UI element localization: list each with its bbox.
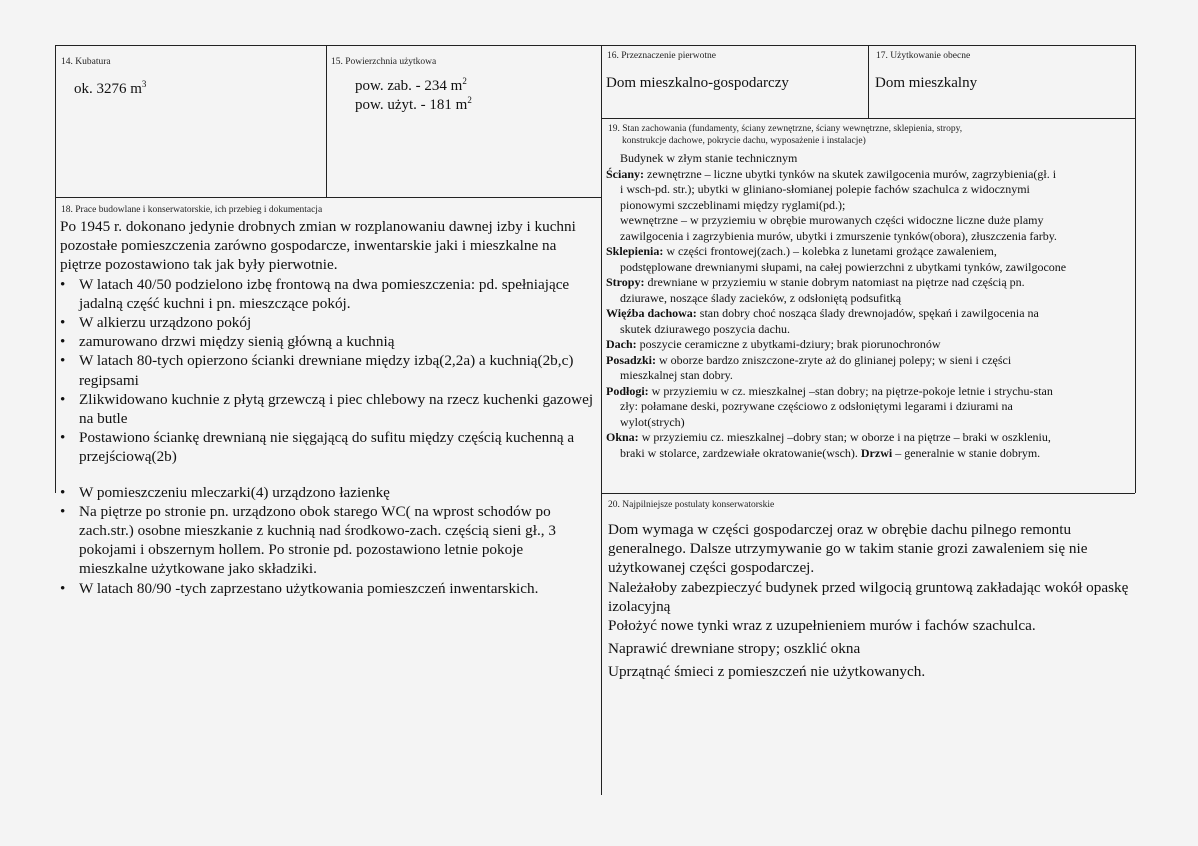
postulate-4: Naprawić drewniane stropy; oszklić okna <box>608 640 861 658</box>
roof-structure-line1 <box>606 306 1136 322</box>
works-intro: Po 1945 r. dokonano jedynie drobnych zmian w rozplanowaniu dawnej izby i kuchni pozostałe pomieszczenia zarówno gospodarcze, inwentarskie jaki i mieszkalne na piętrze pozostawiono tak jak były pierwotnie. <box>60 218 576 274</box>
walls-line1 <box>606 167 1136 183</box>
field-20-content <box>608 520 1133 682</box>
top-border <box>55 45 1135 46</box>
vaults-text1: w części frontowej(zach.) – kolebka z lunetami grożące zawaleniem, <box>663 244 997 258</box>
list-item: • zamurowano drzwi między sienią główną a kuchnią <box>60 332 595 351</box>
volume-text: ok. 3276 m <box>74 81 142 97</box>
walls-line5: zawilgocenia i zagrzybienia murów, ubytki i zmurszenie tynków(obora), złuszczenia farby. <box>620 228 1057 243</box>
floorboards-line1 <box>606 384 1136 400</box>
ceilings-line1 <box>606 275 1136 291</box>
windows-text1: w przyziemiu cz. mieszkalnej –dobry stan; w oborze i na piętrze – braki w oszkleniu, <box>638 430 1051 444</box>
floorboards-heading: Podłogi: <box>606 383 649 398</box>
left-border <box>55 45 56 493</box>
floors-heading: Posadzki: <box>606 352 657 367</box>
field-16-label: 16. Przeznaczenie pierwotne <box>607 51 716 61</box>
roof-structure-line2: skutek dziurawego poszycia dachu. <box>620 321 790 336</box>
list-item: • Postawiono ściankę drewnianą nie sięgającą do sufitu między częścią kuchenną a przejściową(2b) <box>60 428 595 466</box>
list-item: • W latach 80/90 -tych zaprzestano użytkowania pomieszczeń inwentarskich. <box>60 579 595 598</box>
built-area-exponent: 2 <box>462 76 467 86</box>
main-vertical-divider <box>601 45 602 795</box>
roof-heading: Dach: <box>606 337 637 351</box>
walls-line2: i wsch-pd. str.); ubytki w gliniano-słomianej polepie fachów szachulca z widocznymi <box>620 182 1030 196</box>
works-list-1 <box>60 275 595 467</box>
field-17-label: 17. Użytkowanie obecne <box>876 51 971 61</box>
field-16-value: Dom mieszkalno-gospodarczy <box>606 75 789 91</box>
usable-area-text: pow. użyt. - 181 m <box>355 97 468 113</box>
walls-line3: pionowymi szczeblinami między ryglami(pd.); <box>620 197 846 212</box>
windows-text2: braki w stolarce, zardzewiałe okratowanie(wsch). <box>620 445 861 460</box>
ceilings-line2: dziurawe, noszące ślady zacieków, z odsłoniętą podsufitką <box>620 290 902 305</box>
vaults-heading: Sklepienia: <box>606 244 664 258</box>
works-list-2 <box>60 483 595 598</box>
field-17-value: Dom mieszkalny <box>875 75 978 91</box>
floors-text1: w oborze bardzo zniszczone-zryte aż do glinianej polepy; w sieni i części <box>656 352 1012 367</box>
windows-line2 <box>606 446 1136 462</box>
vaults-line1 <box>606 244 1136 260</box>
volume-unit-exponent: 3 <box>141 79 147 89</box>
field-14-label: 14. Kubatura <box>61 57 111 67</box>
postulate-1: Dom wymaga w części gospodarczej oraz w obrębie dachu pilnego remontu generalnego. Dalsze utrzymywanie go w takim stanie grozi zawaleniem się nie użytkowanej części gospodarczej. <box>608 521 1088 577</box>
list-item: • Na piętrze po stronie pn. urządzono obok starego WC( na wprost schodów po zach.str.) osobne mieszkanie z kuchnią nad środkowo-zach. częścią sieni gł., 3 pokojami i obszernym hollem. Po stronie pd. pozostawiono letnie pokoje mieszkalne użytkowane jako składziki. <box>60 502 595 579</box>
postulate-2: Należałoby zabezpieczyć budynek przed wilgocią gruntową zakładając wokół opaskę izolacyjną <box>608 578 1129 615</box>
list-item: • W pomieszczeniu mleczarki(4) urządzono łazienkę <box>60 483 595 502</box>
roof-structure-text1: stan dobry choć nosząca ślady drewnojadów, spękań i zawilgocenia na <box>696 306 1039 320</box>
walls-line4: wewnętrzne – w przyziemiu w obrębie murowanych części widoczne liczne duże plamy <box>620 213 1044 227</box>
list-item: • W latach 80-tych opierzono ścianki drewniane między izbą(2,2a) a kuchnią(2b,c) regipsami <box>60 351 595 389</box>
field-14-value <box>74 80 146 98</box>
ceilings-text1: drewniane w przyziemiu w stanie dobrym natomiast na piętrze nad częścią pn. <box>644 275 1025 289</box>
doors-heading: Drzwi <box>860 445 893 460</box>
divider-16-17 <box>868 45 869 118</box>
field-18-content <box>60 217 595 598</box>
walls-text1: zewnętrzne – liczne ubytki tynków na skutek zawilgocenia murów, zagrzybienia(gł. i <box>644 166 1057 181</box>
walls-heading: Ściany: <box>606 166 645 181</box>
floorboards-line3: wylot(strych) <box>620 414 685 429</box>
list-item: • W latach 40/50 podzielono izbę frontową na dwa pomieszczenia: pd. spełniające jadalną część kuchni i pn. mieszczące pokój. <box>60 275 595 313</box>
usable-area-exponent: 2 <box>467 95 472 105</box>
roof-structure-heading: Więźba dachowa: <box>606 306 697 320</box>
field-15-line2 <box>355 96 472 114</box>
field-19-label-line2: konstrukcje dachowe, pokrycie dachu, wyposażenie i instalacje) <box>622 136 866 146</box>
floors-line1 <box>606 353 1136 369</box>
ceilings-heading: Stropy: <box>606 275 645 289</box>
doors-text: – generalnie w stanie dobrym. <box>892 445 1041 460</box>
divider-20 <box>601 493 1135 494</box>
field-15-line1 <box>355 77 467 95</box>
roof-text1: poszycie ceramiczne z ubytkami-dziury; brak piorunochronów <box>636 337 941 351</box>
postulate-5: Uprzątnąć śmieci z pomieszczeń nie użytkowanych. <box>608 663 926 681</box>
roof-line1 <box>606 337 1136 353</box>
field-19-label-line1: 19. Stan zachowania (fundamenty, ściany zewnętrzne, ściany wewnętrzne, sklepienia, stropy, <box>608 124 963 134</box>
field-15-label: 15. Powierzchnia użytkowa <box>331 57 437 67</box>
list-item: • W alkierzu urządzono pokój <box>60 313 595 332</box>
divider-row1 <box>601 118 1135 119</box>
field-19-content <box>606 151 1136 461</box>
field-18-label: 18. Prace budowlane i konserwatorskie, ich przebieg i dokumentacja <box>61 205 323 215</box>
windows-heading: Okna: <box>606 430 639 444</box>
built-area-text: pow. zab. - 234 m <box>355 78 463 94</box>
divider-14-15 <box>326 45 327 197</box>
list-item: • Zlikwidowano kuchnie z płytą grzewczą i piec chlebowy na rzecz kuchenki gazowej na butle <box>60 390 595 428</box>
floorboards-text1: w przyziemiu w cz. mieszkalnej –stan dobry; na piętrze-pokoje letnie i strychu-stan <box>648 383 1053 398</box>
postulate-3: Położyć nowe tynki wraz z uzupełnieniem murów i fachów szachulca. <box>608 617 1036 635</box>
condition-intro: Budynek w złym stanie technicznym <box>620 151 798 165</box>
floors-line2: mieszkalnej stan dobry. <box>620 368 733 382</box>
field-20-label: 20. Najpilniejsze postulaty konserwatorskie <box>608 500 775 510</box>
floorboards-line2: zły: połamane deski, pozrywane częściowo z odsłoniętymi legarami i dziurami na <box>620 399 1013 413</box>
vaults-line2: podstęplowane drewnianymi słupami, na całej powierzchni z ubytkami tynków, zawilgocone <box>620 259 1067 274</box>
divider-18 <box>55 197 601 198</box>
windows-line1 <box>606 430 1136 446</box>
